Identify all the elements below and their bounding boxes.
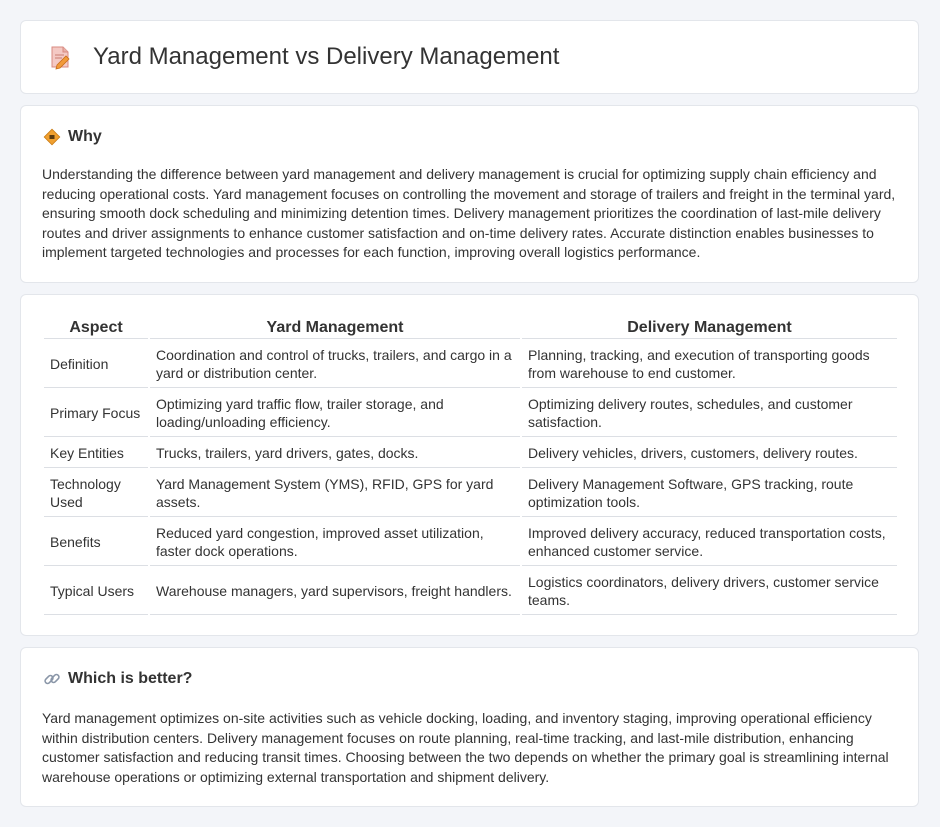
table-row bbox=[44, 339, 897, 388]
row-aspect: Typical Users bbox=[44, 566, 148, 615]
better-title: Which is better? bbox=[68, 670, 193, 687]
row-delivery: Logistics coordinators, delivery drivers, customer service teams. bbox=[522, 566, 897, 615]
row-aspect: Primary Focus bbox=[44, 388, 148, 437]
table-header-row bbox=[44, 317, 897, 339]
why-title: Why bbox=[68, 128, 102, 145]
table-row bbox=[44, 437, 897, 468]
row-yard: Yard Management System (YMS), RFID, GPS for yard assets. bbox=[150, 468, 520, 517]
table-row bbox=[44, 566, 897, 615]
better-text: Yard management optimizes on-site activities such as vehicle docking, loading, and inventory staging, improving operational efficiency within distribution centers. Delivery management focuses on route planning, real-time tracking, and last-mile distribution, enhancing customer satisfaction and reducing transit times. Choosing between the two depends on whether the primary goal is streamlining internal warehouse operations or optimizing external transportation and shipment delivery. bbox=[42, 710, 889, 785]
why-section bbox=[20, 105, 919, 283]
diamond-sign-icon bbox=[43, 128, 61, 146]
row-delivery: Delivery vehicles, drivers, customers, delivery routes. bbox=[522, 437, 897, 468]
row-aspect: Benefits bbox=[44, 517, 148, 566]
header-card bbox=[20, 20, 919, 94]
row-yard: Optimizing yard traffic flow, trailer storage, and loading/unloading efficiency. bbox=[150, 388, 520, 437]
which-is-better-section bbox=[20, 647, 919, 807]
row-delivery: Optimizing delivery routes, schedules, and customer satisfaction. bbox=[522, 388, 897, 437]
link-icon bbox=[43, 670, 61, 688]
comparison-section bbox=[20, 294, 919, 636]
header-delivery: Delivery Management bbox=[522, 317, 897, 339]
row-yard: Coordination and control of trucks, trailers, and cargo in a yard or distribution center. bbox=[150, 339, 520, 388]
why-text: Understanding the difference between yard management and delivery management is crucial for optimizing supply chain efficiency and reducing operational costs. Yard management focuses on controlling the movement and storage of trailers and freight in the terminal yard, ensuring smooth dock scheduling and minimizing detention times. Delivery management prioritizes the coordination of last-mile delivery routes and driver assignments to enhance customer satisfaction and on-time delivery rates. Accurate distinction enables businesses to implement targeted technologies and processes for each function, improving overall logistics performance. bbox=[42, 166, 896, 261]
comparison-table bbox=[42, 317, 899, 615]
row-aspect: Definition bbox=[44, 339, 148, 388]
row-delivery: Delivery Management Software, GPS tracking, route optimization tools. bbox=[522, 468, 897, 517]
row-aspect: Key Entities bbox=[44, 437, 148, 468]
row-yard: Warehouse managers, yard supervisors, freight handlers. bbox=[150, 566, 520, 615]
row-delivery: Planning, tracking, and execution of transporting goods from warehouse to end customer. bbox=[522, 339, 897, 388]
table-row bbox=[44, 468, 897, 517]
row-yard: Trucks, trailers, yard drivers, gates, docks. bbox=[150, 437, 520, 468]
row-aspect: Technology Used bbox=[44, 468, 148, 517]
document-pencil-icon bbox=[47, 44, 73, 70]
header-aspect: Aspect bbox=[44, 317, 148, 339]
table-row bbox=[44, 388, 897, 437]
header-yard: Yard Management bbox=[150, 317, 520, 339]
table-row bbox=[44, 517, 897, 566]
row-delivery: Improved delivery accuracy, reduced transportation costs, enhanced customer service. bbox=[522, 517, 897, 566]
page-title: Yard Management vs Delivery Management bbox=[93, 43, 560, 70]
row-yard: Reduced yard congestion, improved asset utilization, faster dock operations. bbox=[150, 517, 520, 566]
